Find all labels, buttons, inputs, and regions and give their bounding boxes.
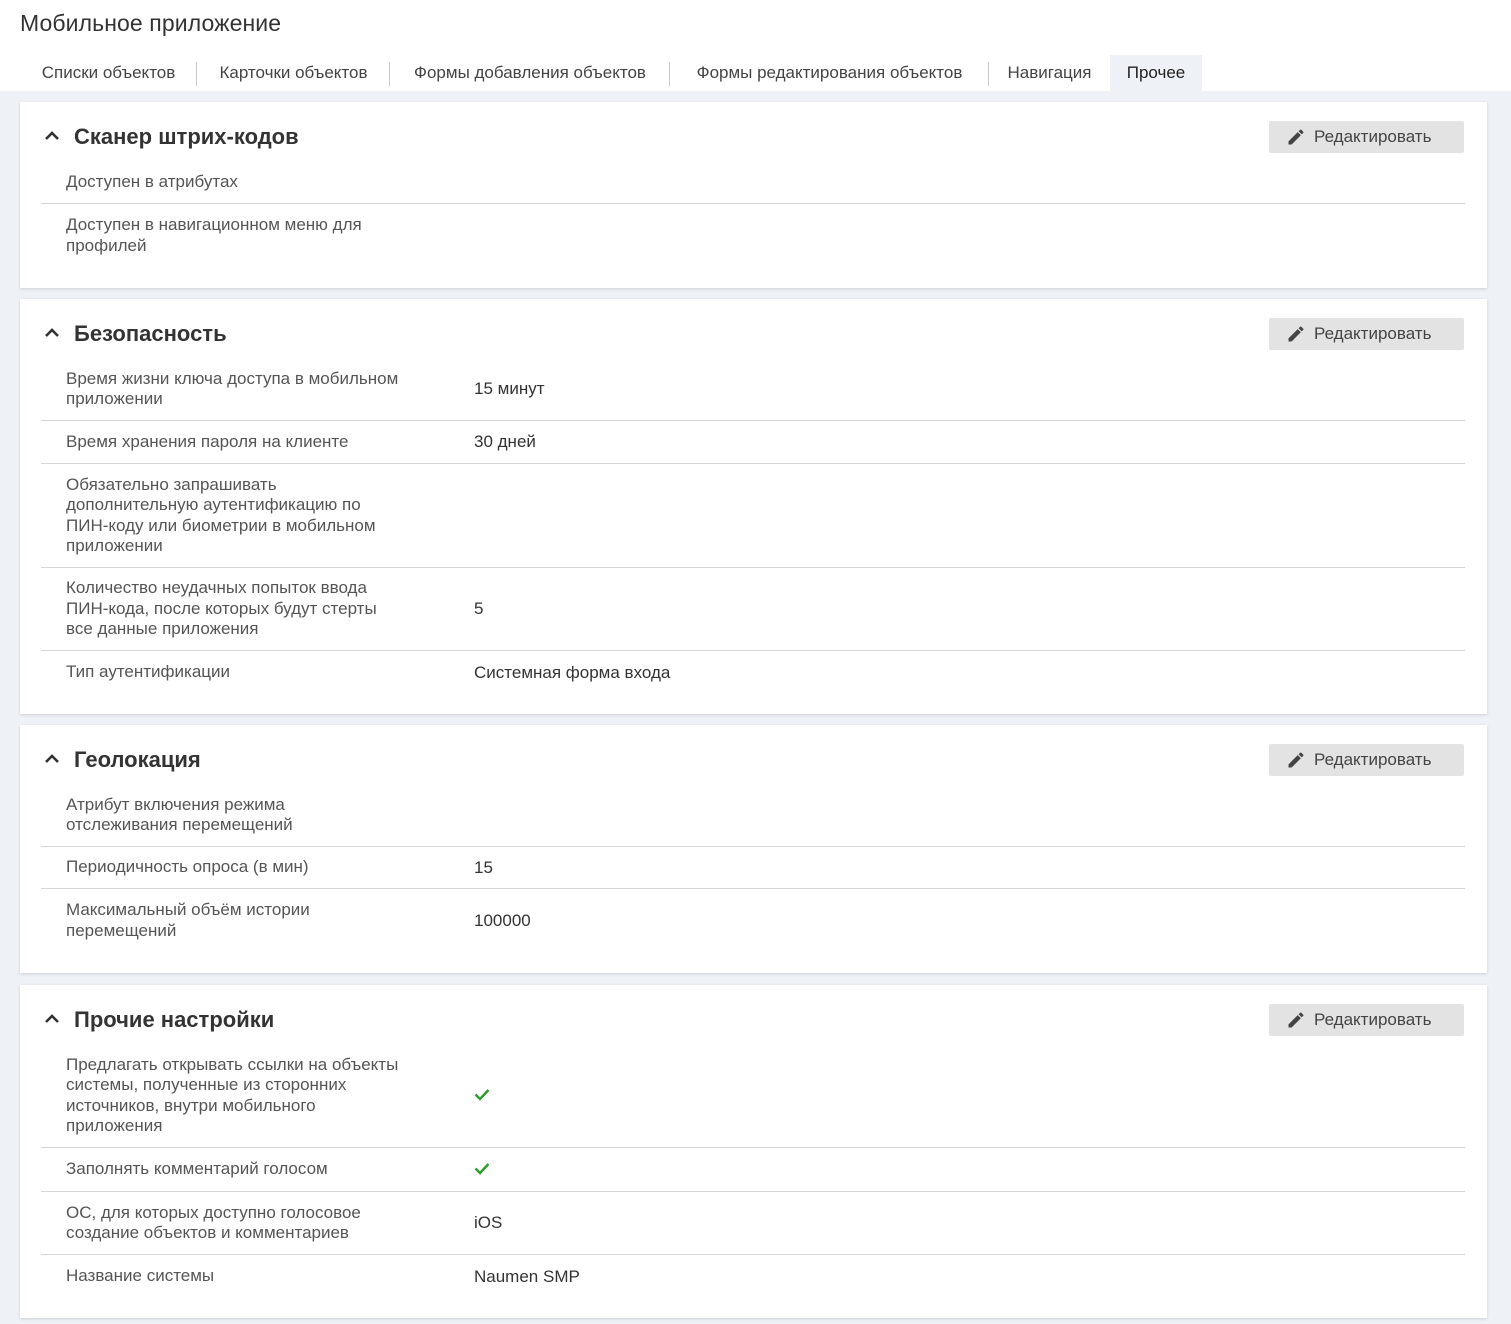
property-label: Название системы xyxy=(66,1266,215,1286)
property-value xyxy=(474,1086,490,1106)
property-list xyxy=(41,784,1465,952)
property-value: Naumen SMP xyxy=(474,1266,580,1286)
property-value: 30 дней xyxy=(474,432,536,451)
property-label: Обязательно запрашивать дополнительную аутентификацию по ПИН-коду или биометрии в мобильном приложении xyxy=(66,474,376,555)
chevron-up-icon[interactable] xyxy=(43,752,61,766)
property-row xyxy=(41,421,1465,464)
chevron-up-icon[interactable] xyxy=(43,129,61,143)
header xyxy=(0,0,1511,91)
property-row xyxy=(41,1148,1465,1192)
property-label: Количество неудачных попыток ввода ПИН-кода, после которых будут стерты все данные приложения xyxy=(66,578,377,639)
section-title: Сканер штрих-кодов xyxy=(74,124,299,149)
property-label: Время жизни ключа доступа в мобильном приложении xyxy=(66,368,399,408)
property-value: 5 xyxy=(474,599,484,618)
edit-button-label: Редактировать xyxy=(1314,127,1432,146)
property-value: 100000 xyxy=(474,910,531,930)
property-label: Время хранения пароля на клиенте xyxy=(66,431,349,451)
tab-edit-forms[interactable] xyxy=(670,55,989,91)
property-row xyxy=(41,358,1465,421)
property-row xyxy=(41,1044,1465,1148)
edit-button-label: Редактировать xyxy=(1314,750,1432,769)
property-row xyxy=(41,1192,1465,1255)
property-label: Доступен в навигационном меню для профилей xyxy=(66,215,362,255)
tab-label: Навигация xyxy=(1007,63,1092,82)
property-list xyxy=(41,1044,1465,1298)
edit-button[interactable] xyxy=(1269,121,1464,153)
property-row xyxy=(41,889,1465,952)
property-value: iOS xyxy=(474,1213,503,1232)
property-row xyxy=(41,847,1465,889)
section-title: Безопасность xyxy=(74,321,227,346)
property-list xyxy=(41,358,1465,694)
section-geolocation xyxy=(20,725,1487,973)
pencil-icon xyxy=(1286,127,1306,147)
tab-object-cards[interactable] xyxy=(197,55,390,91)
section-title: Геолокация xyxy=(74,747,201,772)
section-security xyxy=(20,299,1487,714)
tab-label: Прочее xyxy=(1126,63,1186,82)
chevron-up-icon[interactable] xyxy=(43,1012,61,1026)
tab-navigation[interactable] xyxy=(989,55,1110,91)
page-title: Мобильное приложение xyxy=(20,10,282,36)
property-label: Заполнять комментарий голосом xyxy=(66,1159,328,1179)
property-label: Максимальный объём истории перемещений xyxy=(66,900,310,940)
property-label: Периодичность опроса (в мин) xyxy=(66,857,309,877)
property-list xyxy=(41,162,1465,267)
property-label: Тип аутентификации xyxy=(66,662,231,682)
property-row xyxy=(41,204,1465,267)
section-other-settings xyxy=(20,985,1487,1318)
property-value: 15 xyxy=(474,857,493,877)
checkmark-icon xyxy=(474,1088,490,1101)
property-row xyxy=(41,464,1465,568)
chevron-up-icon[interactable] xyxy=(43,326,61,340)
tab-other[interactable] xyxy=(1110,55,1202,91)
tab-label: Формы редактирования объектов xyxy=(696,63,963,82)
pencil-icon xyxy=(1286,324,1306,344)
checkmark-icon xyxy=(474,1162,490,1175)
property-row xyxy=(41,162,1465,204)
property-row xyxy=(41,651,1465,694)
property-label: Доступен в атрибутах xyxy=(66,172,238,192)
tab-label: Карточки объектов xyxy=(219,63,368,82)
tab-add-forms[interactable] xyxy=(390,55,670,91)
tab-bar xyxy=(20,55,1202,91)
pencil-icon xyxy=(1286,750,1306,770)
edit-button[interactable] xyxy=(1269,318,1464,350)
property-label: ОС, для которых доступно голосовое создание объектов и комментариев xyxy=(66,1202,361,1242)
tab-label: Формы добавления объектов xyxy=(414,63,646,82)
property-value: Системная форма входа xyxy=(474,662,671,682)
section-barcode-scanner xyxy=(20,102,1487,288)
edit-button-label: Редактировать xyxy=(1314,324,1432,343)
property-row xyxy=(41,784,1465,847)
tab-object-lists[interactable] xyxy=(20,55,197,91)
property-row xyxy=(41,1255,1465,1298)
property-row xyxy=(41,568,1465,651)
tab-label: Списки объектов xyxy=(41,63,176,82)
pencil-icon xyxy=(1286,1010,1306,1030)
property-value: 15 минут xyxy=(474,379,545,398)
edit-button-label: Редактировать xyxy=(1314,1010,1432,1029)
property-label: Атрибут включения режима отслеживания перемещений xyxy=(66,794,293,834)
edit-button[interactable] xyxy=(1269,744,1464,776)
property-value xyxy=(474,1160,490,1180)
edit-button[interactable] xyxy=(1269,1004,1464,1036)
section-title: Прочие настройки xyxy=(74,1007,275,1032)
property-label: Предлагать открывать ссылки на объекты системы, полученные из сторонних источников, внутри мобильного приложения xyxy=(66,1054,399,1135)
